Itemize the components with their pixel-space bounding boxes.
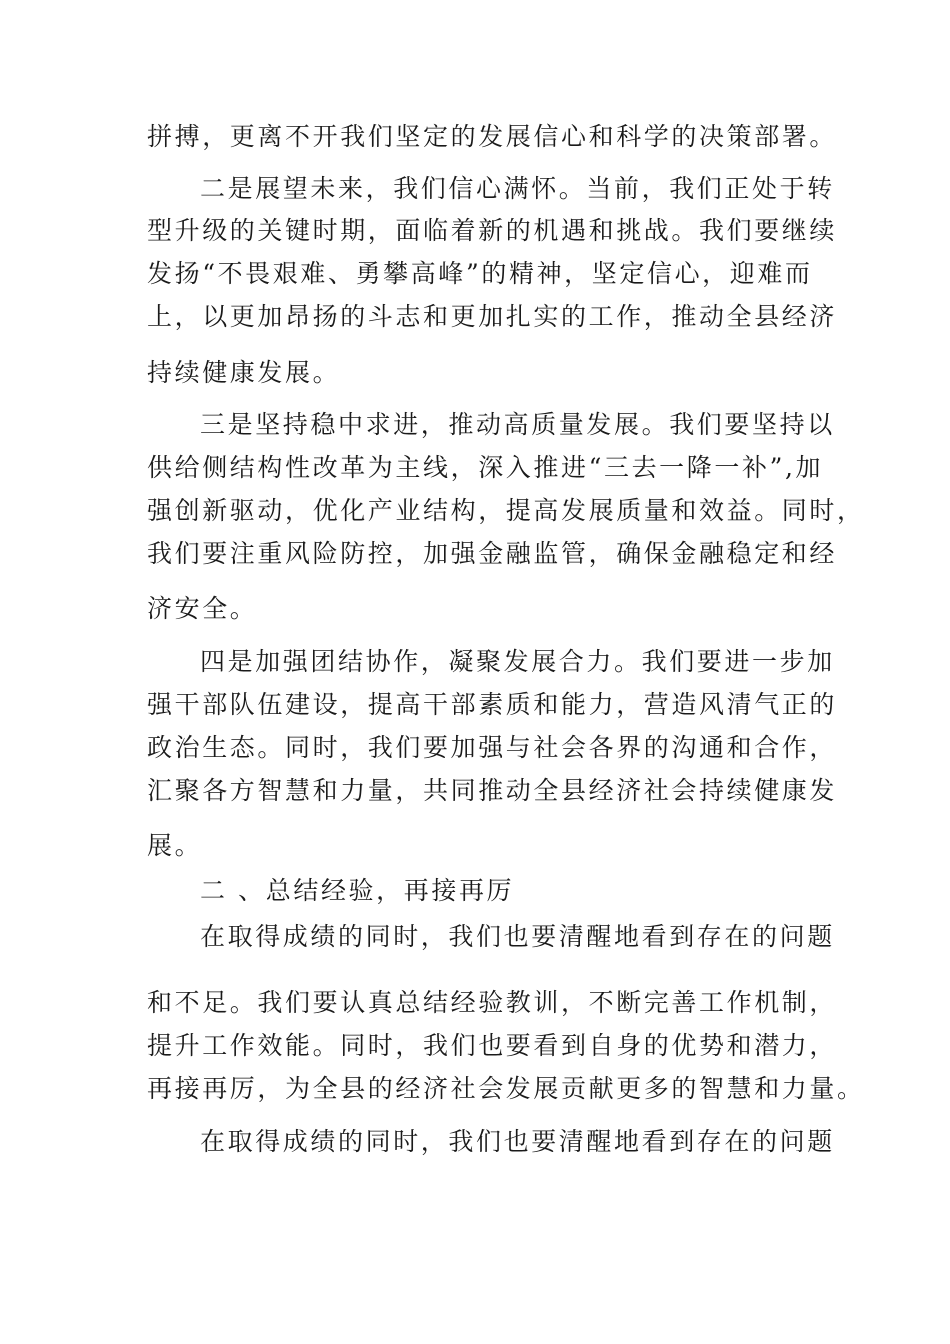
text-line: 和不足。我们要认真总结经验教训，不断完善工作机制， [147, 988, 838, 1017]
text-line: 拼搏，更离不开我们坚定的发展信心和科学的决策部署。 [147, 122, 838, 151]
text-line: 强创新驱动，优化产业结构，提高发展质量和效益。同时， [147, 496, 865, 525]
section-heading: 二 、总结经验，再接再厉 [200, 876, 515, 905]
text-line: 上，以更加昂扬的斗志和更加扎实的工作，推动全县经济 [147, 302, 838, 331]
text-line: 型升级的关键时期，面临着新的机遇和挑战。我们要继续 [147, 216, 838, 245]
text-line: 汇聚各方智慧和力量，共同推动全县经济社会持续健康发 [147, 776, 838, 805]
text-line: 我们要注重风险防控，加强金融监管，确保金融稳定和经 [147, 539, 838, 568]
paragraph-first-line: 四是加强团结协作，凝聚发展合力。我们要进一步加 [200, 647, 835, 676]
text-line: 供给侧结构性改革为主线，深入推进“三去一降一补”,加 [147, 453, 824, 482]
text-line: 政治生态。同时，我们要加强与社会各界的沟通和合作， [147, 733, 838, 762]
paragraph-first-line: 在取得成绩的同时，我们也要清醒地看到存在的问题 [200, 922, 835, 951]
paragraph-first-line: 在取得成绩的同时，我们也要清醒地看到存在的问题 [200, 1127, 835, 1156]
text-line: 强干部队伍建设，提高干部素质和能力，营造风清气正的 [147, 690, 838, 719]
paragraph-first-line: 二是展望未来，我们信心满怀。当前，我们正处于转 [200, 174, 835, 203]
text-line: 提升工作效能。同时，我们也要看到自身的优势和潜力， [147, 1031, 838, 1060]
text-line: 再接再厉，为全县的经济社会发展贡献更多的智慧和力量。 [147, 1074, 865, 1103]
text-line: 展。 [147, 831, 203, 860]
text-line: 发扬“不畏艰难、勇攀高峰”的精神，坚定信心，迎难而 [147, 259, 813, 288]
paragraph-first-line: 三是坚持稳中求进，推动高质量发展。我们要坚持以 [200, 410, 835, 439]
text-line: 济安全。 [147, 594, 258, 623]
text-line: 持续健康发展。 [147, 358, 341, 387]
